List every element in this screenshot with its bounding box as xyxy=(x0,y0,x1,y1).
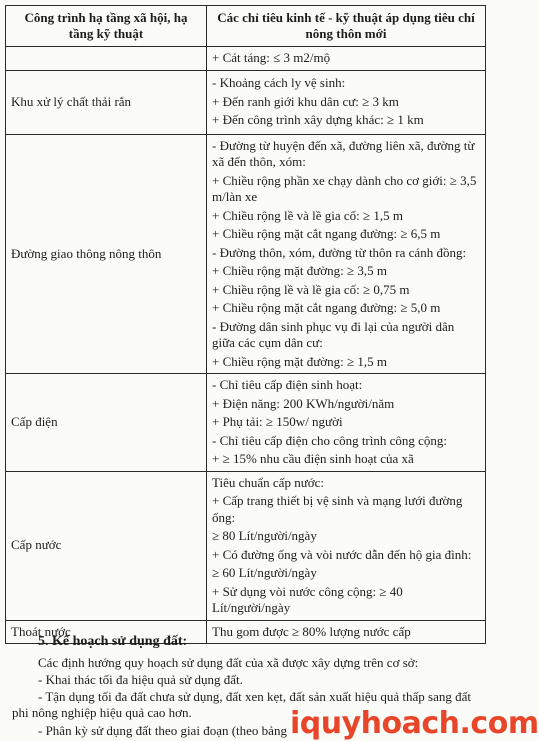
paragraph: - Tận dụng tối đa đất chưa sử dụng, đất xen kẹt, đất sản xuất hiệu quả thấp sang đất phi nông nghiệp hiệu quả cao hơn. xyxy=(12,689,471,720)
paragraph: - Khai thác tối đa hiệu quả sử dụng đất. xyxy=(38,672,243,687)
row-category xyxy=(6,47,207,71)
list-item: + Đến ranh giới khu dân cư: ≥ 3 km xyxy=(212,93,399,109)
table-row xyxy=(6,471,486,620)
list-item: + ≥ 15% nhu cầu điện sinh hoạt của xã xyxy=(212,451,414,466)
list-item: - Đường dân sinh phục vụ đi lại của người dân giữa các cụm dân cư: xyxy=(212,318,455,350)
list-item: - Khoảng cách ly vệ sinh: xyxy=(212,75,346,91)
criteria-table xyxy=(5,5,486,644)
row-category: Thoát nước xyxy=(6,620,207,644)
table-header-row xyxy=(6,6,486,47)
list-item: + Chiều rộng mặt cắt ngang đường: ≥ 6,5 m xyxy=(212,226,441,241)
header-infrastructure: Công trình hạ tầng xã hội, hạ tầng kỹ thuật xyxy=(6,6,207,47)
list-item: ≥ 80 Lít/người/ngày xyxy=(212,528,317,543)
table-row xyxy=(6,374,486,472)
list-item: - Chỉ tiêu cấp điện cho công trình công cộng: xyxy=(212,432,448,448)
list-item: - Đường thôn, xóm, đường từ thôn ra cánh đồng: xyxy=(212,244,467,260)
table-row xyxy=(6,134,486,374)
list-item: + Chiều rộng lề và lề gia cố: ≥ 0,75 m xyxy=(212,281,410,297)
list-item: + Phụ tải: ≥ 150w/ người xyxy=(212,414,343,429)
row-items xyxy=(207,374,486,472)
row-category: Cấp điện xyxy=(6,374,207,472)
row-category: Khu xử lý chất thải rắn xyxy=(6,70,207,134)
table-row xyxy=(6,47,486,71)
header-criteria: Các chỉ tiêu kinh tế - kỹ thuật áp dụng tiêu chí nông thôn mới xyxy=(207,6,486,47)
list-item: Tiêu chuẩn cấp nước: xyxy=(212,474,324,490)
section-heading: 5. Kế hoạch sử dụng đất: xyxy=(38,634,188,649)
row-items xyxy=(207,134,486,374)
list-item: + Chiều rộng mặt đường: ≥ 1,5 m xyxy=(212,353,387,369)
list-item: + Sử dụng vòi nước công cộng: ≥ 40 Lít/người/ngày xyxy=(212,583,403,615)
list-item: + Cát táng: ≤ 3 m2/mộ xyxy=(212,50,331,65)
row-items xyxy=(207,620,486,644)
list-item: + Cấp trang thiết bị vệ sinh và mạng lưới đường ống: xyxy=(212,493,463,525)
list-item: ≥ 60 Lít/người/ngày xyxy=(212,565,317,580)
paragraph: - Phân kỳ sử dụng đất theo giai đoạn (theo bảng xyxy=(38,723,287,738)
watermark-logo: iquyhoach.com xyxy=(290,706,539,741)
list-item: Thu gom được ≥ 80% lượng nước cấp xyxy=(212,623,411,639)
row-items xyxy=(207,47,486,71)
list-item: + Chiều rộng mặt cắt ngang đường: ≥ 5,0 m xyxy=(212,300,441,315)
list-item: + Chiều rộng lề và lề gia cố: ≥ 1,5 m xyxy=(212,207,404,223)
list-item: - Đường từ huyện đến xã, đường liên xã, đường từ xã đến thôn, xóm: xyxy=(212,137,475,169)
row-items xyxy=(207,70,486,134)
row-items xyxy=(207,471,486,620)
row-category: Đường giao thông nông thôn xyxy=(6,134,207,374)
row-category: Cấp nước xyxy=(6,471,207,620)
table-row xyxy=(6,70,486,134)
list-item: + Có đường ống và vòi nước dẫn đến hộ gia đình: xyxy=(212,546,472,562)
list-item: - Chỉ tiêu cấp điện sinh hoạt: xyxy=(212,377,363,392)
list-item: + Đến công trình xây dựng khác: ≥ 1 km xyxy=(212,112,424,128)
list-item: + Chiều rộng mặt đường: ≥ 3,5 m xyxy=(212,263,387,278)
list-item: + Chiều rộng phần xe chạy dành cho cơ giới: ≥ 3,5 m/làn xe xyxy=(212,172,477,204)
paragraph: Các định hướng quy hoạch sử dụng đất của xã được xây dựng trên cơ sở: xyxy=(38,655,419,670)
list-item: + Điện năng: 200 KWh/người/năm xyxy=(212,395,395,411)
